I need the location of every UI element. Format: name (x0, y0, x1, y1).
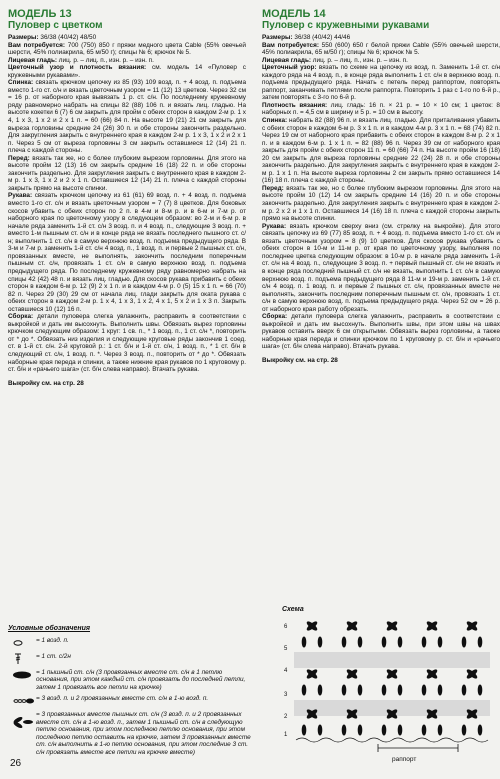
model-14-subtitle: Пуловер с кружевными рукавами (262, 20, 430, 31)
row-number: 1 (284, 732, 288, 738)
legend-title: Условные обозначения (8, 625, 91, 632)
puff-stitch-icon (8, 669, 36, 681)
model-13-title: МОДЕЛЬ 13 (8, 8, 72, 20)
row-number: 5 (284, 646, 288, 652)
cluster-stitch-icon (8, 695, 36, 707)
model-13-body (8, 34, 246, 374)
flower-motif (302, 621, 322, 647)
model-14-column (262, 8, 500, 365)
paragraph: Вам потребуется: 550 (600) 650 г белой пряжи Cable (55% овечьей шерсти, 45% полиакрила, 65 м/50 г); спицы № 6; крючок № 5. (262, 41, 500, 57)
row-number: 2 (284, 714, 288, 720)
legend-item: = 1 ст. с/2н (8, 653, 254, 665)
legend-item: = 1 возд. п. (8, 637, 254, 649)
paragraph: Рукава: вязать крючком сверху вниз (см. стрелку на выкройке). Для этого связать цепочку из 69 (77) 85 возд. п. + 4 возд. п. подъема вместо 1-го ст. с/н и вязать цветочным узором = 8 (9) 10 цветков. Для скосов рукава убавить с обеих сторон в 10-м и 11-м р. от края по цветочному узору, выполняя по последнее цветка следующим образом: в 10-м р. в начале ряда заменить 1-й ст. с/н на 4 возд. п., следующие 3 возд. п. + первый пышный ст. с/н не вязать и в конце ряда последний пышный ст. с/н не вязать, выполнить 1 ст. с/н в самую верхнюю возд. п. подъема предыдущего ряда 8 11-м и 19-м р. заменить 1-й ст. с/н 4 возд. п. 1 возд. п. и первые 2 пышных ст. с/н, провязанных вместе не выполнять, закончить последним поперечным пышным ст. с/н, провязать 1 ст. с/н в самую верхнюю возд. п. подъема предыдущего ряда. Через 52 см = 26 р. от наборного края работу обрезать. (262, 222, 500, 313)
legend-item: = 3 возд. п. и 2 провязанных вместе ст. с/н в 1-ю возд. п. (8, 695, 254, 707)
page-number: 26 (10, 758, 22, 769)
triple-puff-icon (8, 711, 36, 733)
paragraph: Вам потребуется: 700 (750) 850 г пряжи медного цвета Cable (55% овечьей шерсти, 45% полиакрила, 65 м/50 г); спицы № 6; крючок № 5. (8, 41, 246, 57)
paragraph: Размеры: 36/38 (40/42) 44/46 (262, 34, 351, 41)
row-number: 3 (284, 692, 288, 698)
paragraph: Сборка: детали пуловера слегка увлажнить, расправить в соответствии с выкройкой и дать им высохнуть. Выполнить швы. Обвязать вырез горловины крючком следующим образом: 1 круг: 1 св. п., * 1 возд. п., 1 ст. с/н *, повторить от * до *. Обвязать низ изделия и следующие круговые ряды закончив 1 соед. ст. в 1-й ст. с/н. 2-й круговой р.: 1 ст. б/н и 1-й ст. с/н, 1 возд. п., * 1 ст. б/н в следующий ст. с/н, 1 возд. п. *. Через 3 возд. п., повторить от * до *. Обвязать наборные края переда и спинки, а также нижние края рукавов по 1 круговому р. ст. б/н и «рачьего шага» (ст. б/н слева направо). Втачать рукава. (8, 313, 246, 374)
crochet-scheme-diagram (282, 616, 492, 756)
legend-item: = 3 провязанных вместе пышных ст. с/н (3 возд. п. и 2 провязанных вместе ст. с/н в 1-ю возд. п., затем 1 пышный ст. с/н в следующую петлю основания, при этом последнюю петлю основания, при этом последнюю петлю оставить на крючке, затем 3 провязанных вместе ст. с/н выполнить в 1-ю петлю основания, при этом последние 3 ст. с/н провязать вместе все петли на крючке вместе) (8, 711, 254, 756)
row-number: 4 (284, 668, 288, 674)
paragraph: Лицевая гладь: лиц. р. – лиц. п., изн. р. – изн. п. (8, 56, 154, 64)
paragraph: Размеры: 36/38 (40/42) 48/50 (8, 34, 97, 41)
pattern-reference: Выкройку см. на стр. 28 (262, 356, 338, 364)
paragraph: Перед: вязать так же, но с более глубоким вырезом горловины. Для этого на высоте пройм 10 (12) 14 см закрыть средние 14 (16) 20 п. и обе стороны закончить раздельно. Для закругления закрыть с внутреннего края в каждом 2-м р. 2 х 2 и 1 х 1 п. Оставшиеся 14 (16) 18 п. плеча с каждой стороны закрыть прямо на высоте спинки. (262, 184, 500, 223)
legend-item: = 1 пышный ст. с/н (3 провязанных вместе ст. с/н в 1 петлю основания, при этом каждый ст. с/н провязать до последней петли, затем 1 провязать все петли на крючке) (8, 669, 254, 692)
paragraph: Лицевая гладь: лиц. р. – лиц. п., изн. р. – изн. п. (262, 56, 408, 64)
chain-row (296, 738, 488, 742)
row-number: 6 (284, 624, 288, 630)
scheme-title: Схема (282, 606, 304, 613)
scheme-flowers (294, 621, 490, 735)
paragraph: Спинка: набрать 82 (88) 96 п. и вязать лиц. гладью. Для приталивания убавить с обеих сторон в каждом 6-м р. 3 х 1 п. и в каждом 4-м р. 3 х 1 п. = 68 (74) 82 п. Через 19 см от наборного края прибавить с обеих сторон в каждом 8-м р. 2 х 1 п. и в каждом 6-м р. 1 х 1 п. = 82 (88) 96 п. Через 39 см от наборного края закрыть для пройм с обеих сторон 11 п. = 60 (66) 74 п. На высоте пройм 16 (18) 20 см закрыть для выреза горловины средние 22 (24) 28 п. и обе стороны закончить раздельно. Для закругления закрыть с внутреннего края в каждом 2-м р. 1 х 1 п. На высоте выреза горловины 2 см закрыть прямо оставшиеся 14 (16) 18 п. плеча с каждой стороны. (262, 117, 500, 185)
legend (8, 625, 254, 760)
model-13-subtitle: Пуловер с цветком (8, 20, 103, 31)
double-crochet-icon (8, 653, 36, 665)
chain-stitch-icon (8, 637, 36, 649)
model-14-body (262, 34, 500, 351)
paragraph: Цветочный узор: вязать по схеме на цепочку из возд. п. Заменить 1-й ст. с/н каждого ряда на 4 возд. п., в конце ряда выполнить 1 ст. с/н в верхнюю возд. п. подъема предыдущего ряда. Начать с петель перед раппортом, повторять раппорт, заканчивать петлями после раппорта. Повторить 1 раз с 1-го по 6-й р., затем повторять с 3-го по 6-й р. (262, 64, 500, 102)
pattern-reference: Выкройку см. на стр. 28 (8, 379, 84, 387)
paragraph: Цветочный узор и плотность вязания: см. модель 14 «Пуловер с кружевными рукавами». (8, 64, 246, 79)
rapport-label: раппорт (392, 756, 417, 763)
paragraph: Рукава: связать крючком цепочку из 61 (61) 69 возд. п. + 4 возд. п. подъема вместо 1-го ст. с/н и вязать цветочным узором = 7 (7) 8 цветков. Для боковых скосов убавить с обеих сторон по 2 п. в 4-м и 8-м р. и в 6-м и 7-м р. от наборного края по цветочному узору в следующем образом: во 2-м и 6-м р. в начале ряда заменить 1-й ст. с/н 3 возд. п. и 4 возд. п., следующие 3 возд. п. + вместо 1-м пышным ст. с/н и в конце ряда не вязать последнего пышного ст. с/н; выполнить 1 ст. с/н в самую верхнюю возд. п. подъема предыдущего ряда. В 3-м и 7-м р. заменить 1-й ст. с/н 4 возд. п., 1 возд. п. и первые 2 пышных ст. с/н, провязанных вместе, не выполнять, закончить последним поперечным пышным ст. с/н, провязать 1 ст. с/н в самую верхнюю возд. п. подъема предыдущего ряда. По последнему кружевному ряду равномерно набрать на спицы 42 (42) 48 п. и вязать лиц. гладью. Для скосов рукава прибавить с обеих сторон в каждом 6-м р. 12 (9) 2 х 1 п. и в каждом 4-м р. 0 (5) 15 х 1 п. = 66 (70) 82 п. Через 29 (30) 29 см от начала лиц. глади закрыть для оката рукава с обеих сторон в каждом 2-м р. 1 х 4, 1 х 3, 1 х 2, 4 х 1, 5 х 2 и 1 х 3 п. Закрыть оставшиеся 10 (12) 16 п. (8, 192, 246, 313)
rapport-bracket (378, 744, 458, 752)
paragraph: Перед: вязать так же, но с более глубоким вырезом горловины. Для этого на высоте пройм 12 (13) 16 см закрыть средние 16 (18) 22 п. и обе стороны закончить раздельно. Для закругления закрыть с внутреннего края в каждом 2-м р. 1 х 3, 1 х 2 и 2 х 1 п. Оставшиеся 12 (14) 21 п. плеча с каждой стороны закрыть прямо на высоте спинки. (8, 154, 246, 192)
paragraph: Сборка: детали пуловера слегка увлажнить, расправить в соответствии с выкройкой и дать им высохнуть. Выполнить швы, при этом швы на швах рукавов оставить вверх 6 см открытыми. Обвязать вырез горловины, а также наборные края переда и спинки крючком по 1 круговому р. ст. б/н и «рачьего шага» (ст. б/н слева направо). Втачать рукава. (262, 313, 500, 351)
model-14-title: МОДЕЛЬ 14 (262, 8, 326, 20)
paragraph: Спинка: связать крючком цепочку из 85 (93) 109 возд. п. + 4 возд. п. подъема вместо 1-го ст. с/н и вязать цветочным узором = 11 (12) 13 цветков. Через 32 см = 16 р. от наборного края вывязать 1 р. ст. с/н. По последнему кружевному ряду равномерно набрать на спицы 82 (88) 106 п. и вязать лиц. гладью. На высоте кокетки 6 (7) 6 см закрыть для пройм с обеих сторон в каждом 2-м р. 1 х 4, 1 х 3, 1 х 2 и 2 х 1 п. = 60 (66) 84 п. На высоте 19 (21) 21 см закрыть для выреза горловины средние 24 (26) 30 п. и обе стороны закончить раздельно. Для закругления закрыть с внутреннего края в каждом 2-м р. 1 х 3, 1 х 2 и 2 х 1 п. Через 5 см от выреза горловины 3 см закрыть оставшиеся 12 (14) 21 п. плеча с каждой стороны. (8, 79, 246, 155)
paragraph: Плотность вязания: лиц. гладь: 16 п. × 21 р. = 10 × 10 см; 1 цветок: 8 наборных п. = 4,5 см в ширину и 5 р. = 10 см в высоту. (262, 101, 500, 117)
model-13-column (8, 8, 246, 387)
